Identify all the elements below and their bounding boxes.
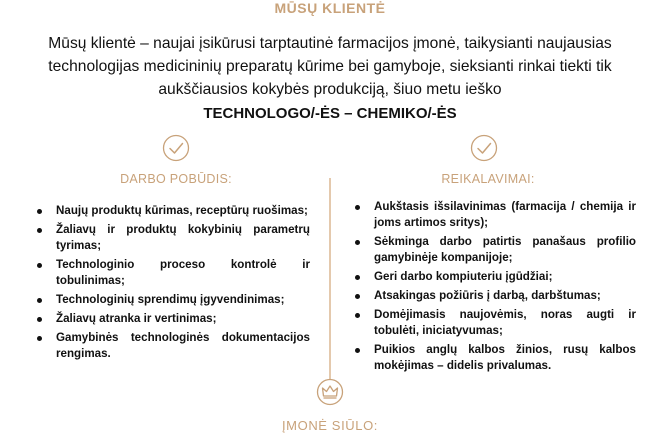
column-divider <box>329 178 331 380</box>
job-title: TECHNOLOGO/-ĖS – CHEMIKO/-ĖS <box>203 105 457 122</box>
list-item: Gamybinės technologinės dokumentacijos rengimas. <box>32 330 310 362</box>
list-item: Technologinio proceso kontrolė ir tobulinimas; <box>32 257 310 289</box>
list-item: Geri darbo kompiuteriu įgūdžiai; <box>350 269 636 285</box>
intro-paragraph <box>30 32 630 125</box>
list-item: Žaliavų ir produktų kokybinių parametrų tyrimas; <box>32 222 310 254</box>
list-item: Naujų produktų kūrimas, receptūrų ruošimas; <box>32 203 310 219</box>
list-item: Domėjimasis naujovėmis, noras augti ir tobulėti, iniciatyvumas; <box>350 307 636 339</box>
heading-requirements: REIKALAVIMAI: <box>441 172 535 186</box>
check-circle-icon <box>162 134 190 162</box>
list-item: Atsakingas požiūris į darbą, darbštumas; <box>350 288 636 304</box>
list-item: Žaliavų atranka ir vertinimas; <box>32 311 310 327</box>
list-item: Sėkminga darbo patirtis panašaus profilio gamybinėje kompanijoje; <box>350 234 636 266</box>
check-circle-icon <box>470 134 498 162</box>
intro-text: Mūsų klientė – naujai įsikūrusi tarptautinė farmacijos įmonė, taikysianti naujausias technologijas medicininių preparatų kūrime bei gamyboje, sieksianti rinkai tiekti tik aukščiausios kokybės produkciją, šiuo metu ieško <box>48 35 612 98</box>
list-item: Aukštasis išsilavinimas (farmacija / chemija ir joms artimos sritys); <box>350 199 636 231</box>
job-duties-list <box>32 203 310 365</box>
list-item: Technologinių sprendimų įgyvendinimas; <box>32 292 310 308</box>
section-title-client: MŪSŲ KLIENTĖ <box>274 0 386 16</box>
heading-company-offers: ĮMONĖ SIŪLO: <box>281 418 379 433</box>
list-item: Puikios anglų kalbos žinios, rusų kalbos mokėjimas – didelis privalumas. <box>350 342 636 374</box>
crown-circle-icon <box>316 378 344 406</box>
requirements-list <box>350 199 636 377</box>
heading-job-duties: DARBO POBŪDIS: <box>120 172 232 186</box>
